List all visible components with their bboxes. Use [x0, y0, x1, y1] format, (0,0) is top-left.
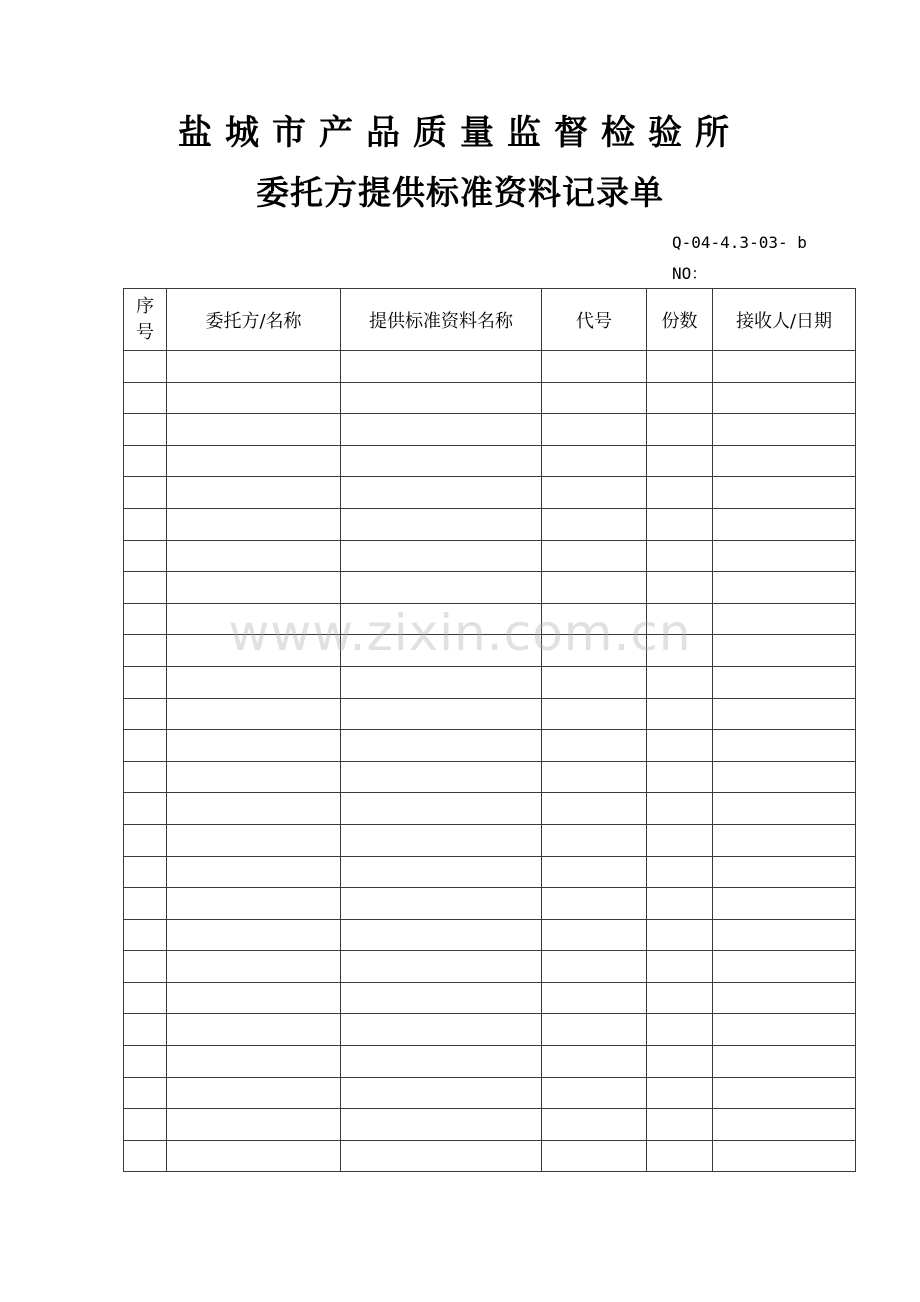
- cell-code[interactable]: [542, 951, 647, 983]
- cell-code[interactable]: [542, 824, 647, 856]
- cell-serial[interactable]: [124, 414, 167, 446]
- cell-standard-name[interactable]: [341, 382, 542, 414]
- cell-client-name[interactable]: [167, 382, 341, 414]
- cell-standard-name[interactable]: [341, 1046, 542, 1078]
- cell-client-name[interactable]: [167, 730, 341, 762]
- table-row: [124, 540, 856, 572]
- cell-copies[interactable]: [647, 351, 713, 383]
- cell-code[interactable]: [542, 1077, 647, 1109]
- header-copies: 份数: [647, 289, 713, 351]
- cell-serial[interactable]: [124, 856, 167, 888]
- cell-copies[interactable]: [647, 414, 713, 446]
- cell-copies[interactable]: [647, 824, 713, 856]
- cell-code[interactable]: [542, 856, 647, 888]
- table-row: [124, 477, 856, 509]
- cell-receiver-date[interactable]: [713, 1014, 856, 1046]
- cell-code[interactable]: [542, 1140, 647, 1172]
- cell-client-name[interactable]: [167, 888, 341, 920]
- cell-copies[interactable]: [647, 603, 713, 635]
- header-standard-name: 提供标准资料名称: [341, 289, 542, 351]
- cell-serial[interactable]: [124, 351, 167, 383]
- table-header-row: [124, 289, 856, 351]
- cell-receiver-date[interactable]: [713, 382, 856, 414]
- cell-serial[interactable]: [124, 382, 167, 414]
- header-code: 代号: [542, 289, 647, 351]
- cell-receiver-date[interactable]: [713, 1046, 856, 1078]
- cell-standard-name[interactable]: [341, 666, 542, 698]
- cell-copies[interactable]: [647, 793, 713, 825]
- cell-serial[interactable]: [124, 666, 167, 698]
- cell-standard-name[interactable]: [341, 508, 542, 540]
- cell-code[interactable]: [542, 761, 647, 793]
- cell-serial[interactable]: [124, 730, 167, 762]
- cell-client-name[interactable]: [167, 856, 341, 888]
- cell-standard-name[interactable]: [341, 888, 542, 920]
- watermark: www.zixin.com.cn: [228, 604, 692, 662]
- cell-client-name[interactable]: [167, 666, 341, 698]
- header-serial-line1: 序: [136, 295, 154, 317]
- cell-standard-name[interactable]: [341, 1077, 542, 1109]
- cell-client-name[interactable]: [167, 445, 341, 477]
- header-client-name: 委托方/名称: [167, 289, 341, 351]
- cell-copies[interactable]: [647, 1014, 713, 1046]
- table-row: [124, 635, 856, 667]
- cell-client-name[interactable]: [167, 1014, 341, 1046]
- cell-client-name[interactable]: [167, 1140, 341, 1172]
- cell-serial[interactable]: [124, 1140, 167, 1172]
- cell-client-name[interactable]: [167, 761, 341, 793]
- cell-client-name[interactable]: [167, 540, 341, 572]
- cell-client-name[interactable]: [167, 793, 341, 825]
- cell-client-name[interactable]: [167, 603, 341, 635]
- cell-serial[interactable]: [124, 951, 167, 983]
- cell-copies[interactable]: [647, 888, 713, 920]
- number-label: NO：: [672, 264, 708, 283]
- cell-standard-name[interactable]: [341, 951, 542, 983]
- cell-client-name[interactable]: [167, 414, 341, 446]
- cell-copies[interactable]: [647, 698, 713, 730]
- cell-receiver-date[interactable]: [713, 1140, 856, 1172]
- cell-client-name[interactable]: [167, 824, 341, 856]
- cell-standard-name[interactable]: [341, 793, 542, 825]
- cell-copies[interactable]: [647, 508, 713, 540]
- cell-code[interactable]: [542, 540, 647, 572]
- cell-serial[interactable]: [124, 982, 167, 1014]
- cell-serial[interactable]: [124, 1109, 167, 1141]
- cell-standard-name[interactable]: [341, 1109, 542, 1141]
- cell-receiver-date[interactable]: [713, 477, 856, 509]
- cell-standard-name[interactable]: [341, 572, 542, 604]
- table-row: [124, 382, 856, 414]
- cell-copies[interactable]: [647, 761, 713, 793]
- cell-code[interactable]: [542, 730, 647, 762]
- cell-client-name[interactable]: [167, 919, 341, 951]
- cell-serial[interactable]: [124, 761, 167, 793]
- cell-code[interactable]: [542, 888, 647, 920]
- cell-serial[interactable]: [124, 824, 167, 856]
- cell-serial[interactable]: [124, 508, 167, 540]
- cell-serial[interactable]: [124, 793, 167, 825]
- cell-serial[interactable]: [124, 603, 167, 635]
- cell-code[interactable]: [542, 603, 647, 635]
- header-serial-line2: 号: [136, 321, 154, 343]
- cell-client-name[interactable]: [167, 951, 341, 983]
- cell-client-name[interactable]: [167, 698, 341, 730]
- cell-code[interactable]: [542, 445, 647, 477]
- cell-standard-name[interactable]: [341, 351, 542, 383]
- cell-receiver-date[interactable]: [713, 761, 856, 793]
- cell-receiver-date[interactable]: [713, 414, 856, 446]
- record-table: [123, 288, 856, 1172]
- table-row: [124, 1046, 856, 1078]
- cell-standard-name[interactable]: [341, 824, 542, 856]
- cell-copies[interactable]: [647, 635, 713, 667]
- table-row: [124, 761, 856, 793]
- cell-client-name[interactable]: [167, 982, 341, 1014]
- cell-receiver-date[interactable]: [713, 951, 856, 983]
- cell-receiver-date[interactable]: [713, 351, 856, 383]
- cell-code[interactable]: [542, 666, 647, 698]
- cell-receiver-date[interactable]: [713, 635, 856, 667]
- cell-copies[interactable]: [647, 1140, 713, 1172]
- cell-serial[interactable]: [124, 698, 167, 730]
- cell-copies[interactable]: [647, 919, 713, 951]
- table-row: [124, 951, 856, 983]
- cell-code[interactable]: [542, 382, 647, 414]
- cell-receiver-date[interactable]: [713, 1109, 856, 1141]
- cell-receiver-date[interactable]: [713, 730, 856, 762]
- cell-receiver-date[interactable]: [713, 982, 856, 1014]
- cell-serial[interactable]: [124, 540, 167, 572]
- cell-copies[interactable]: [647, 540, 713, 572]
- cell-client-name[interactable]: [167, 1109, 341, 1141]
- table-body: [124, 351, 856, 1172]
- cell-client-name[interactable]: [167, 572, 341, 604]
- cell-code[interactable]: [542, 698, 647, 730]
- cell-receiver-date[interactable]: [713, 919, 856, 951]
- cell-standard-name[interactable]: [341, 477, 542, 509]
- cell-code[interactable]: [542, 793, 647, 825]
- cell-receiver-date[interactable]: [713, 824, 856, 856]
- cell-standard-name[interactable]: [341, 1140, 542, 1172]
- table-row: [124, 824, 856, 856]
- cell-code[interactable]: [542, 919, 647, 951]
- cell-standard-name[interactable]: [341, 445, 542, 477]
- cell-code[interactable]: [542, 1109, 647, 1141]
- cell-code[interactable]: [542, 1014, 647, 1046]
- cell-copies[interactable]: [647, 951, 713, 983]
- cell-code[interactable]: [542, 982, 647, 1014]
- header-receiver-date: 接收人/日期: [713, 289, 856, 351]
- cell-copies[interactable]: [647, 856, 713, 888]
- cell-code[interactable]: [542, 414, 647, 446]
- cell-copies[interactable]: [647, 445, 713, 477]
- cell-standard-name[interactable]: [341, 635, 542, 667]
- table-row: [124, 698, 856, 730]
- cell-serial[interactable]: [124, 445, 167, 477]
- cell-code[interactable]: [542, 635, 647, 667]
- table-row: [124, 888, 856, 920]
- cell-client-name[interactable]: [167, 635, 341, 667]
- cell-receiver-date[interactable]: [713, 1077, 856, 1109]
- cell-receiver-date[interactable]: [713, 793, 856, 825]
- cell-copies[interactable]: [647, 382, 713, 414]
- cell-code[interactable]: [542, 1046, 647, 1078]
- cell-copies[interactable]: [647, 477, 713, 509]
- table-row: [124, 508, 856, 540]
- cell-copies[interactable]: [647, 666, 713, 698]
- table-row: [124, 351, 856, 383]
- cell-serial[interactable]: [124, 1014, 167, 1046]
- cell-copies[interactable]: [647, 730, 713, 762]
- cell-copies[interactable]: [647, 982, 713, 1014]
- cell-serial[interactable]: [124, 635, 167, 667]
- cell-receiver-date[interactable]: [713, 603, 856, 635]
- cell-serial[interactable]: [124, 572, 167, 604]
- cell-serial[interactable]: [124, 1046, 167, 1078]
- cell-standard-name[interactable]: [341, 603, 542, 635]
- cell-standard-name[interactable]: [341, 1014, 542, 1046]
- table-row: [124, 603, 856, 635]
- cell-receiver-date[interactable]: [713, 445, 856, 477]
- cell-copies[interactable]: [647, 1046, 713, 1078]
- table-row: [124, 1014, 856, 1046]
- cell-standard-name[interactable]: [341, 919, 542, 951]
- cell-code[interactable]: [542, 572, 647, 604]
- cell-standard-name[interactable]: [341, 730, 542, 762]
- cell-client-name[interactable]: [167, 1077, 341, 1109]
- cell-serial[interactable]: [124, 919, 167, 951]
- cell-serial[interactable]: [124, 888, 167, 920]
- table-row: [124, 793, 856, 825]
- cell-client-name[interactable]: [167, 477, 341, 509]
- cell-standard-name[interactable]: [341, 761, 542, 793]
- cell-client-name[interactable]: [167, 1046, 341, 1078]
- cell-code[interactable]: [542, 508, 647, 540]
- cell-client-name[interactable]: [167, 508, 341, 540]
- cell-standard-name[interactable]: [341, 540, 542, 572]
- cell-standard-name[interactable]: [341, 856, 542, 888]
- table-row: [124, 730, 856, 762]
- cell-copies[interactable]: [647, 572, 713, 604]
- table-row: [124, 982, 856, 1014]
- cell-client-name[interactable]: [167, 351, 341, 383]
- cell-receiver-date[interactable]: [713, 666, 856, 698]
- cell-serial[interactable]: [124, 1077, 167, 1109]
- cell-serial[interactable]: [124, 477, 167, 509]
- table-row: [124, 919, 856, 951]
- table-row: [124, 666, 856, 698]
- table-row: [124, 856, 856, 888]
- cell-receiver-date[interactable]: [713, 856, 856, 888]
- cell-receiver-date[interactable]: [713, 888, 856, 920]
- cell-receiver-date[interactable]: [713, 572, 856, 604]
- cell-receiver-date[interactable]: [713, 698, 856, 730]
- table-row: [124, 1109, 856, 1141]
- cell-standard-name[interactable]: [341, 414, 542, 446]
- cell-code[interactable]: [542, 477, 647, 509]
- table-row: [124, 414, 856, 446]
- table-row: [124, 572, 856, 604]
- cell-receiver-date[interactable]: [713, 508, 856, 540]
- form-code: Q-04-4.3-03- b: [672, 233, 807, 252]
- cell-standard-name[interactable]: [341, 698, 542, 730]
- cell-copies[interactable]: [647, 1109, 713, 1141]
- header-serial: [124, 289, 167, 351]
- table-row: [124, 1077, 856, 1109]
- cell-receiver-date[interactable]: [713, 540, 856, 572]
- table-row: [124, 445, 856, 477]
- table-row: [124, 1140, 856, 1172]
- form-title: 委托方提供标准资料记录单: [256, 173, 664, 212]
- org-title: 盐城市产品质量监督检验所: [178, 113, 742, 153]
- cell-standard-name[interactable]: [341, 982, 542, 1014]
- cell-copies[interactable]: [647, 1077, 713, 1109]
- cell-code[interactable]: [542, 351, 647, 383]
